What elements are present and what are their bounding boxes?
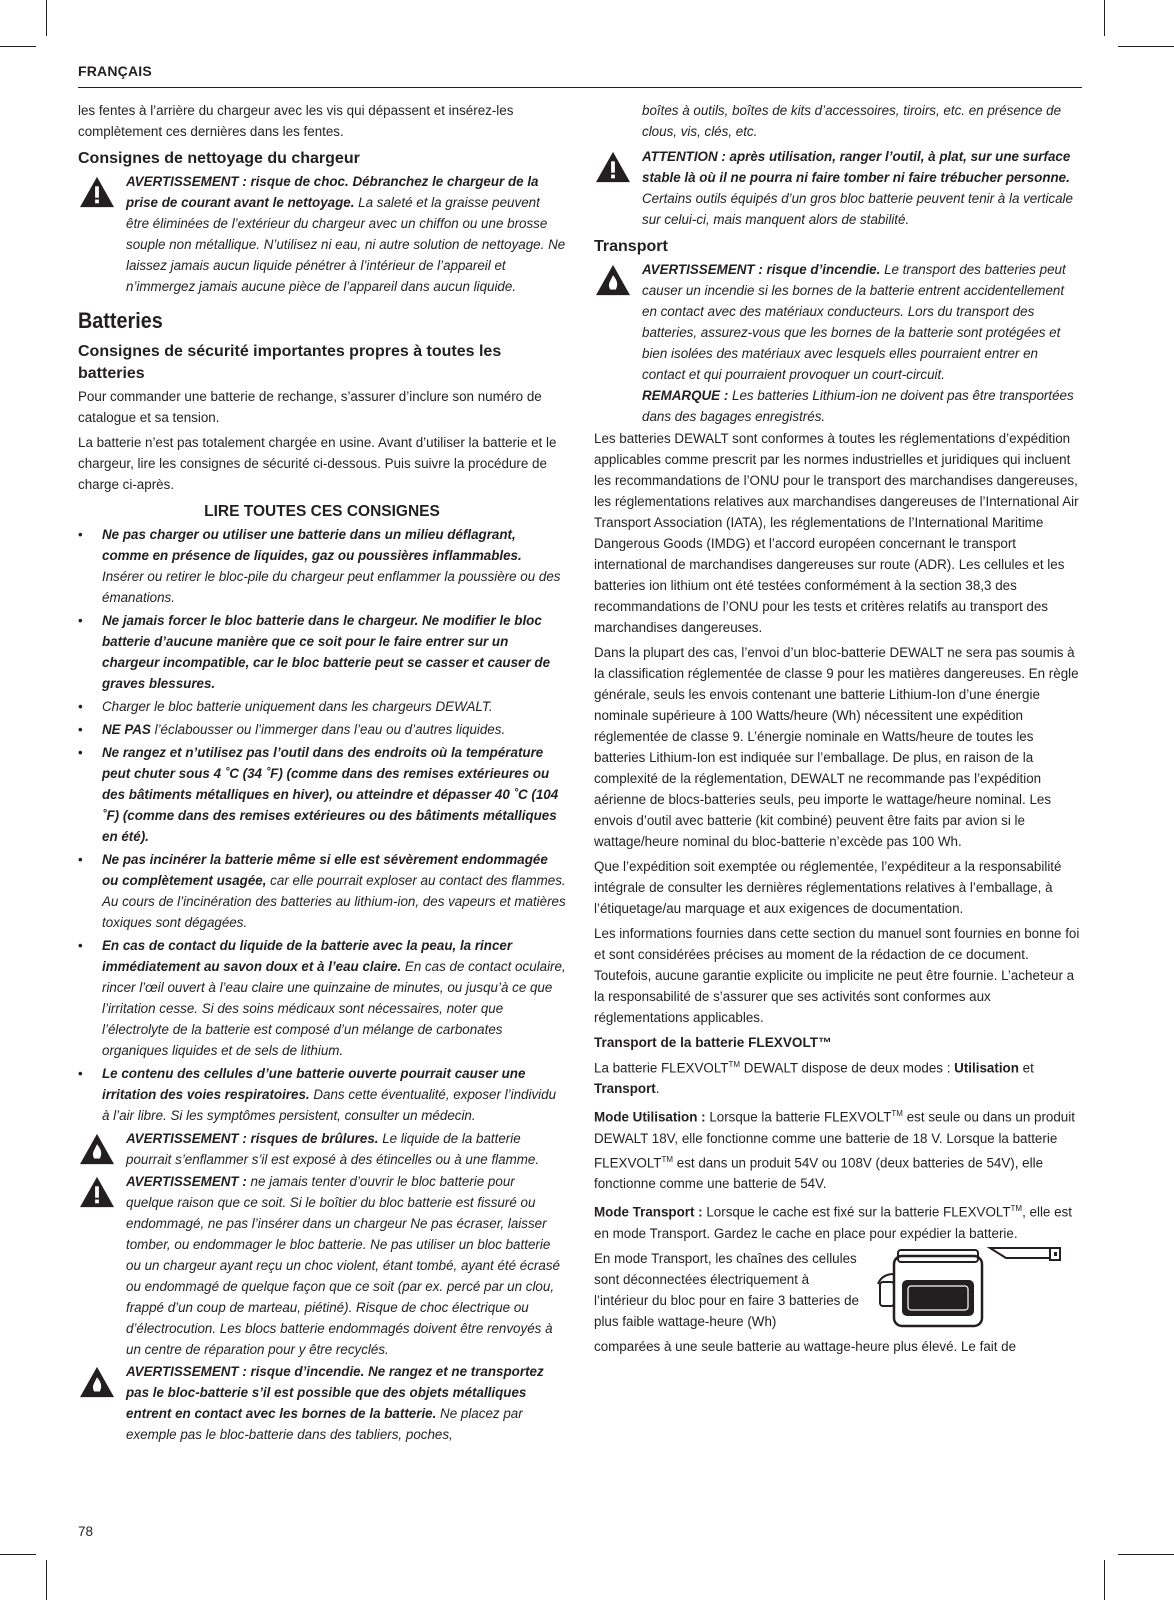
- fire-warning-icon: [594, 263, 632, 297]
- warning-fire-storage: AVERTISSEMENT : risque d’incendie. Ne rangez et ne transportez pas le bloc-batterie s’il est possible que des objets métalliques entrent en contact avec les bornes de la batterie. Ne placez par exemple pas le bloc-batterie dans des tabliers, poches,: [78, 1361, 566, 1445]
- list-item: • Ne rangez et n’utilisez pas l’outil dans des endroits où la température peut chuter sous 4 ˚C (34 ˚F) (comme dans des remises extérieures ou des bâtiments métalliques en hiver), ou atteindre et dépasser 40 ˚C (104 ˚F) (comme dans des remises extérieures ou des bâtiments métalliques en été).: [78, 742, 566, 847]
- crop-mark: [1104, 1560, 1105, 1600]
- list-item: • Ne pas charger ou utiliser une batterie dans un milieu déflagrant, comme en présence de liquides, gaz ou poussières inflammables. Insérer ou retirer le bloc-pile du chargeur peut enflammer la poussière ou des émanations.: [78, 524, 566, 608]
- warning-text: La saleté et la graisse peuvent être éliminées de l’extérieur du chargeur avec un chiffon ou une brosse souple non métallique. N’utilisez ni eau, ni autre solution de nettoyage. Ne laissez jamais aucun liquide pénétrer à l’intérieur de l’appareil et n’immergez jamais aucune pièce de l’appareil dans aucun liquide.: [126, 195, 566, 294]
- warning-triangle-icon: [78, 1175, 116, 1209]
- list-item: • Ne pas incinérer la batterie même si elle est sévèrement endommagée ou complètement usagée, car elle pourrait exploser au contact des flammes. Au cours de l’incinération des batteries au lithium-ion, des vapeurs et matières toxiques sont dégagées.: [78, 849, 566, 933]
- crop-mark: [1118, 46, 1174, 47]
- crop-mark: [46, 0, 47, 36]
- list-item: • NE PAS l’éclabousser ou l’immerger dans l’eau ou d’autres liquides.: [78, 719, 566, 740]
- heading-transport: Transport: [594, 238, 668, 255]
- header-rule: [78, 87, 1082, 88]
- list-item: • Charger le bloc batterie uniquement dans les chargeurs DEWALT.: [78, 696, 566, 717]
- crop-mark: [1118, 1554, 1174, 1555]
- list-item: • Ne jamais forcer le bloc batterie dans le chargeur. Ne modifier le bloc batterie d’aucune manière que ce soit pour le faire entrer sur un chargeur incompatible, car le bloc batterie peut se casser et causer de graves blessures.: [78, 610, 566, 694]
- paragraph: Que l’expédition soit exemptée ou réglementée, l’expéditeur a la responsabilité intégrale de consulter les dernières réglementations relatives à l’emballage, à l’étiquetage/au marquage et aux exigences de documentation.: [594, 859, 1062, 916]
- battery-cap-illustration: [872, 1244, 1082, 1334]
- crop-mark: [0, 1554, 36, 1555]
- paragraph: comparées à une seule batterie au wattage-heure plus élevé. Le fait de: [594, 1338, 1017, 1354]
- page-number: 78: [78, 1524, 94, 1539]
- heading-safety: Consignes de sécurité importantes propres à toutes les batteries: [78, 343, 502, 382]
- warning-transport: AVERTISSEMENT : risque d’incendie. Le transport des batteries peut causer un incendie si les bornes de la batterie entrent accidentellement en contact avec des matériaux conducteurs. Lors du transport des batteries, assurez-vous que les bornes de la batterie sont protégées et bien isolées des matériaux avec lesquels elles pourraient entrer en contact et qui pourraient provoquer un court-circuit. REMARQUE : Les batteries Lithium-ion ne doivent pas être transportées dans des bagages enregistrés.: [594, 259, 1082, 427]
- bullet-list: [78, 524, 566, 1126]
- crop-mark: [1104, 0, 1105, 36]
- paragraph: Mode Utilisation : Lorsque la batterie FLEXVOLT™ est seule ou dans un produit DEWALT 18V, elle fonctionne comme une batterie de 18 V. Lorsque la batterie FLEXVOLT™ est dans un produit 54V ou 108V (deux batteries de 54V), elle fonctionne comme une batterie de 54V.: [594, 1109, 1075, 1192]
- right-column: [594, 100, 1082, 1361]
- fire-warning-icon: [78, 1132, 116, 1166]
- warning-storage: ATTENTION : après utilisation, ranger l’outil, à plat, sur une surface stable là où il ne pourra ni faire tomber ni faire trébucher personne. Certains outils équipés d’un gros bloc batterie peuvent tenir à la verticale sur celui-ci, mais manquent alors de stabilité.: [594, 146, 1082, 230]
- paragraph: La batterie FLEXVOLT™ DEWALT dispose de deux modes : Utilisation et Transport.: [594, 1060, 1034, 1097]
- warning-burn: AVERTISSEMENT : risques de brûlures. Le liquide de la batterie pourrait s’enflammer s’il est exposé à des étincelles ou à une flamme.: [78, 1128, 566, 1170]
- warning-triangle-icon: [78, 175, 116, 209]
- crop-mark: [0, 46, 36, 47]
- warning-cleaning: [78, 171, 566, 297]
- heading-cleaning: Consignes de nettoyage du chargeur: [78, 150, 360, 167]
- crop-mark: [46, 1560, 47, 1600]
- paragraph: Dans la plupart des cas, l’envoi d’un bloc-batterie DEWALT ne sera pas soumis à la classification réglementée de classe 9 pour les matières dangereuses. En règle générale, seuls les envois contenant une batterie Lithium-Ion d’une énergie nominale supérieure à 100 Watts/heure (Wh) nécessitent une expédition réglementée de classe 9. L’énergie nominale en Watts/heure de toutes les batteries Lithium-Ion est indiquée sur l’emballage. De plus, en raison de la complexité de la réglementation, DEWALT ne recommande pas l’expédition aérienne de blocs-batteries seuls, peu importe le wattage/heure nominal. Les envois d’outil avec batterie (kit combiné) peuvent être faits par avion si le wattage/heure nominal du bloc-batterie n’excède pas 100 Wh.: [594, 645, 1079, 849]
- paragraph: Les batteries DEWALT sont conformes à toutes les réglementations d’expédition applicables comme prescrit par les normes industrielles et juridiques qui incluent les recommandations de l’ONU pour le transport des marchandises dangereuses, les réglementations relatives aux marchandises dangereuses de l’International Air Transport Association (IATA), les réglementations de l’International Maritime Dangerous Goods (IMDG) et l’accord européen concernant le transport international de marchandises dangereuses sur route (ADR). Les cellules et les batteries ion lithium ont été testées conformément à la section 38,3 des recommandations de l’ONU pour les tests et critères relatifs au transport des marchandises dangereuses.: [594, 431, 1079, 635]
- left-column: [78, 100, 566, 1446]
- warning-triangle-icon: [594, 150, 632, 184]
- paragraph: En mode Transport, les chaînes des cellules sont déconnectées électriquement à l’intérieur du bloc pour en faire 3 batteries de plus faible wattage-heure (Wh): [594, 1250, 859, 1329]
- heading-read-all: LIRE TOUTES CES CONSIGNES: [204, 503, 440, 520]
- paragraph: La batterie n’est pas totalement chargée en usine. Avant d’utiliser la batterie et le chargeur, lire les consignes de sécurité ci-dessous. Puis suivre la procédure de charge ci-après.: [78, 435, 557, 492]
- intro-text: les fentes à l’arrière du chargeur avec les vis qui dépassent et insérez-les complètement ces dernières dans les fentes.: [78, 103, 514, 139]
- paragraph: Pour commander une batterie de rechange, s’assurer d’inclure son numéro de catalogue et sa tension.: [78, 389, 542, 425]
- fire-warning-icon: [78, 1365, 116, 1399]
- heading-batteries: Batteries: [78, 308, 163, 333]
- list-item: • Le contenu des cellules d’une batterie ouverte pourrait causer une irritation des voies respiratoires. Dans cette éventualité, exposer l’individu à l’air libre. Si les symptômes persistent, consulter un médecin.: [78, 1063, 566, 1126]
- list-item: • En cas de contact du liquide de la batterie avec la peau, la rincer immédiatement au savon doux et à l’eau claire. En cas de contact oculaire, rincer l’œil ouvert à l’eau claire une quinzaine de minutes, ou jusqu’à ce que l’irritation cesse. Si des soins médicaux sont nécessaires, noter que l’électrolyte de la batterie est composé d’un mélange de carbonates organiques liquides et de sels de lithium.: [78, 935, 566, 1061]
- warning-bold: AVERTISSEMENT : risque de choc. Débranchez le chargeur de la prise de courant avant le nettoyage.: [126, 174, 539, 210]
- warning-open: AVERTISSEMENT : ne jamais tenter d’ouvrir le bloc batterie pour quelque raison que ce soit. Si le boîtier du bloc batterie est fissuré ou endommagé, ne pas l’insérer dans un chargeur Ne pas écraser, laisser tomber, ou endommager le bloc batterie. Ne pas utiliser un bloc batterie ou un chargeur ayant reçu un choc violent, étant tombé, ayant été écrasé ou endommagé de quelque façon que ce soit (par ex. percé par un clou, frappé d’un coup de marteau, piétiné). Risque de choc électrique ou d’électrocution. Les blocs batterie endommagés doivent être renvoyés à un centre de réparation pour y être recyclés.: [78, 1171, 566, 1360]
- transport-figure-block: [594, 1248, 1082, 1332]
- heading-flexvolt: Transport de la batterie FLEXVOLT™: [594, 1035, 832, 1050]
- paragraph: Mode Transport : Lorsque le cache est fixé sur la batterie FLEXVOLT™, elle est en mode Transport. Gardez le cache en place pour expédier la batterie.: [594, 1204, 1072, 1241]
- continued-text: boîtes à outils, boîtes de kits d’accessoires, tiroirs, etc. en présence de clous, vis, clés, etc.: [642, 103, 1062, 139]
- paragraph: Les informations fournies dans cette section du manuel sont fournies en bonne foi et sont considérées précises au moment de la rédaction de ce document. Toutefois, aucune garantie explicite ou implicite ne peut être fournie. L’acheteur a la responsabilité de s’assurer que ses activités sont conformes aux réglementations applicables.: [594, 926, 1080, 1025]
- page-language-header: FRANÇAIS: [78, 63, 152, 79]
